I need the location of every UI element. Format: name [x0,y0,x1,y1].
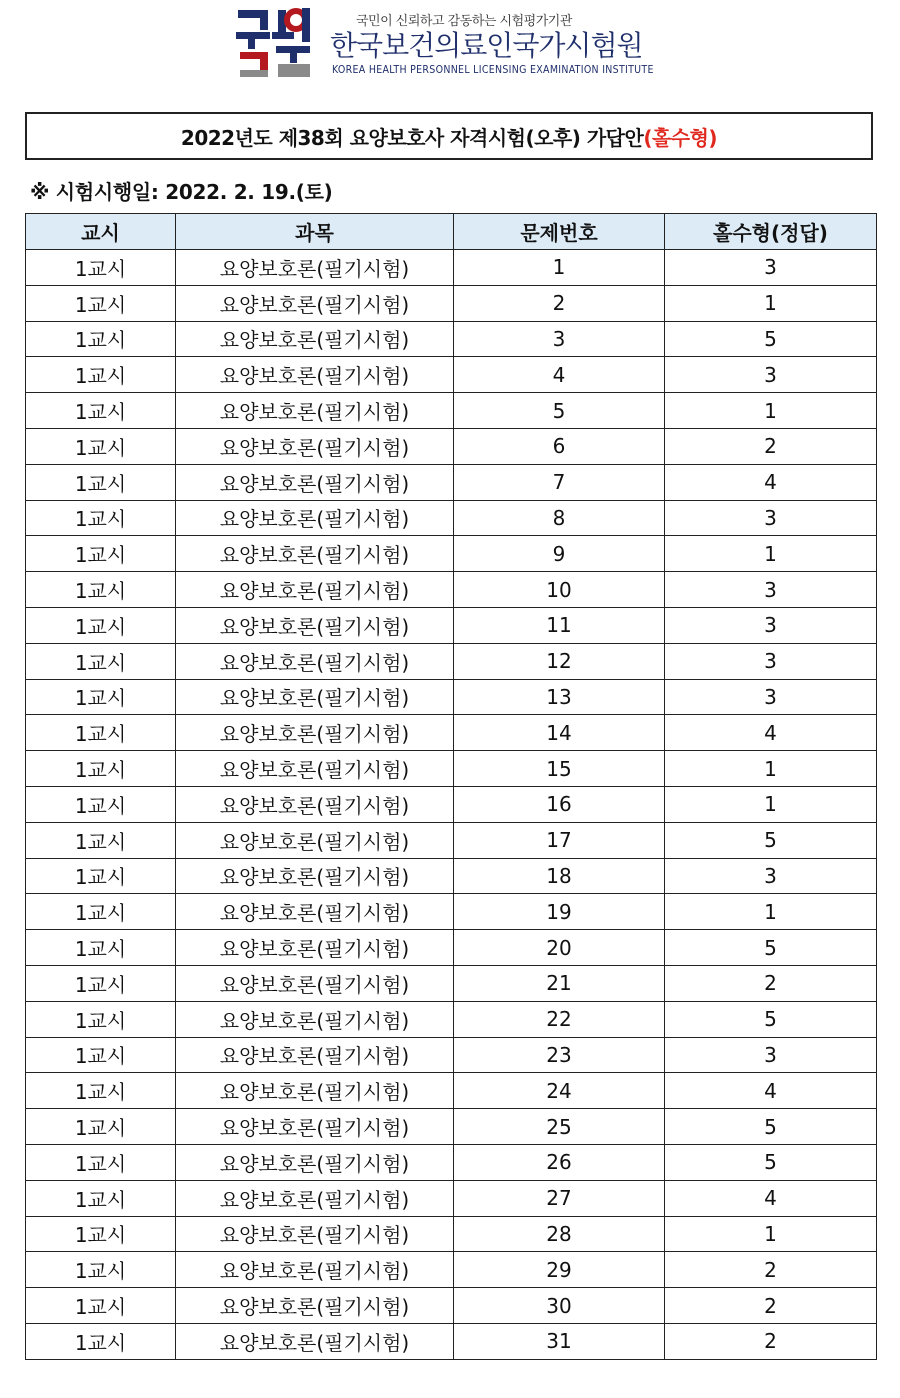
cell-question-number: 20 [454,930,665,966]
cell-question-number: 10 [454,572,665,608]
cell-period: 1교시 [26,894,176,930]
table-row [26,1144,877,1180]
cell-subject: 요양보호론(필기시험) [176,822,454,858]
cell-subject: 요양보호론(필기시험) [176,572,454,608]
table-row [26,285,877,321]
table-row [26,572,877,608]
cell-subject: 요양보호론(필기시험) [176,357,454,393]
cell-period: 1교시 [26,1216,176,1252]
cell-answer: 2 [665,428,877,464]
title-main: 2022년도 제38회 요양보호사 자격시험(오후) 가답안 [180,125,644,150]
cell-answer: 4 [665,1073,877,1109]
cell-answer: 1 [665,894,877,930]
cell-period: 1교시 [26,751,176,787]
cell-subject: 요양보호론(필기시험) [176,643,454,679]
cell-answer: 3 [665,1037,877,1073]
org-name: 한국보건의료인국가시험원 [330,29,643,62]
cell-question-number: 6 [454,428,665,464]
cell-subject: 요양보호론(필기시험) [176,1073,454,1109]
cell-period: 1교시 [26,464,176,500]
cell-subject: 요양보호론(필기시험) [176,1252,454,1288]
cell-subject: 요양보호론(필기시험) [176,607,454,643]
cell-answer: 2 [665,1252,877,1288]
kuksiwon-logo-icon [236,8,312,80]
header-question-number: 문제번호 [454,214,665,250]
table-row [26,607,877,643]
table-row [26,1037,877,1073]
cell-subject: 요양보호론(필기시험) [176,393,454,429]
cell-subject: 요양보호론(필기시험) [176,858,454,894]
cell-period: 1교시 [26,1001,176,1037]
cell-period: 1교시 [26,1073,176,1109]
cell-answer: 5 [665,1001,877,1037]
cell-subject: 요양보호론(필기시험) [176,536,454,572]
cell-question-number: 13 [454,679,665,715]
cell-question-number: 4 [454,357,665,393]
cell-question-number: 2 [454,285,665,321]
cell-answer: 4 [665,1180,877,1216]
cell-period: 1교시 [26,715,176,751]
cell-question-number: 31 [454,1323,665,1359]
cell-period: 1교시 [26,393,176,429]
table-row [26,715,877,751]
exam-date: ※ 시험시행일: 2022. 2. 19.(토) [30,180,333,204]
cell-question-number: 8 [454,500,665,536]
cell-period: 1교시 [26,1037,176,1073]
org-logo [236,8,676,80]
cell-period: 1교시 [26,1288,176,1324]
cell-subject: 요양보호론(필기시험) [176,1180,454,1216]
cell-subject: 요양보호론(필기시험) [176,428,454,464]
cell-answer: 2 [665,1288,877,1324]
cell-period: 1교시 [26,822,176,858]
table-row [26,464,877,500]
cell-answer: 3 [665,679,877,715]
table-row [26,250,877,286]
cell-subject: 요양보호론(필기시험) [176,500,454,536]
cell-question-number: 14 [454,715,665,751]
cell-subject: 요양보호론(필기시험) [176,1144,454,1180]
cell-question-number: 26 [454,1144,665,1180]
cell-answer: 1 [665,751,877,787]
table-row [26,822,877,858]
cell-question-number: 21 [454,965,665,1001]
table-row [26,1001,877,1037]
cell-answer: 5 [665,1109,877,1145]
cell-subject: 요양보호론(필기시험) [176,894,454,930]
table-row [26,643,877,679]
cell-question-number: 12 [454,643,665,679]
cell-subject: 요양보호론(필기시험) [176,464,454,500]
cell-answer: 3 [665,607,877,643]
answer-table [25,213,877,1360]
table-row [26,1288,877,1324]
cell-subject: 요양보호론(필기시험) [176,1288,454,1324]
cell-period: 1교시 [26,1144,176,1180]
cell-subject: 요양보호론(필기시험) [176,930,454,966]
cell-question-number: 24 [454,1073,665,1109]
cell-answer: 1 [665,393,877,429]
cell-period: 1교시 [26,428,176,464]
cell-question-number: 1 [454,250,665,286]
cell-question-number: 5 [454,393,665,429]
cell-answer: 1 [665,536,877,572]
cell-answer: 2 [665,965,877,1001]
table-row [26,786,877,822]
table-row [26,1073,877,1109]
table-header-row [26,214,877,250]
cell-period: 1교시 [26,321,176,357]
table-row [26,1109,877,1145]
cell-period: 1교시 [26,643,176,679]
cell-answer: 4 [665,715,877,751]
cell-question-number: 30 [454,1288,665,1324]
cell-question-number: 28 [454,1216,665,1252]
table-row [26,500,877,536]
cell-answer: 3 [665,858,877,894]
cell-period: 1교시 [26,500,176,536]
cell-question-number: 17 [454,822,665,858]
cell-question-number: 15 [454,751,665,787]
cell-period: 1교시 [26,572,176,608]
cell-period: 1교시 [26,679,176,715]
cell-subject: 요양보호론(필기시험) [176,751,454,787]
cell-period: 1교시 [26,858,176,894]
cell-subject: 요양보호론(필기시험) [176,321,454,357]
cell-subject: 요양보호론(필기시험) [176,285,454,321]
cell-subject: 요양보호론(필기시험) [176,679,454,715]
table-row [26,1252,877,1288]
cell-subject: 요양보호론(필기시험) [176,1216,454,1252]
cell-question-number: 22 [454,1001,665,1037]
cell-question-number: 16 [454,786,665,822]
header-subject: 과목 [176,214,454,250]
header-period: 교시 [26,214,176,250]
answer-rows [26,250,877,1360]
table-row [26,965,877,1001]
cell-question-number: 27 [454,1180,665,1216]
cell-period: 1교시 [26,536,176,572]
cell-period: 1교시 [26,607,176,643]
table-row [26,1323,877,1359]
cell-question-number: 11 [454,607,665,643]
cell-subject: 요양보호론(필기시험) [176,1001,454,1037]
cell-question-number: 23 [454,1037,665,1073]
cell-period: 1교시 [26,965,176,1001]
cell-period: 1교시 [26,285,176,321]
title-type-label: (홀수형) [643,125,718,150]
cell-question-number: 25 [454,1109,665,1145]
cell-period: 1교시 [26,786,176,822]
cell-answer: 5 [665,1144,877,1180]
cell-subject: 요양보호론(필기시험) [176,786,454,822]
org-name-english: KOREA HEALTH PERSONNEL LICENSING EXAMINATION INSTITUTE [332,64,654,76]
cell-answer: 1 [665,786,877,822]
table-row [26,894,877,930]
cell-subject: 요양보호론(필기시험) [176,1037,454,1073]
cell-answer: 5 [665,321,877,357]
table-row [26,393,877,429]
cell-subject: 요양보호론(필기시험) [176,1323,454,1359]
cell-answer: 5 [665,930,877,966]
cell-period: 1교시 [26,930,176,966]
table-row [26,1180,877,1216]
cell-answer: 4 [665,464,877,500]
cell-answer: 1 [665,285,877,321]
cell-question-number: 9 [454,536,665,572]
cell-answer: 3 [665,643,877,679]
cell-subject: 요양보호론(필기시험) [176,715,454,751]
cell-answer: 3 [665,250,877,286]
table-row [26,930,877,966]
table-row [26,357,877,393]
table-row [26,751,877,787]
header-answer: 홀수형(정답) [665,214,877,250]
cell-answer: 3 [665,572,877,608]
org-tagline: 국민이 신뢰하고 감동하는 시험평가기관 [356,14,572,29]
cell-question-number: 7 [454,464,665,500]
table-row [26,679,877,715]
cell-question-number: 29 [454,1252,665,1288]
cell-period: 1교시 [26,250,176,286]
cell-subject: 요양보호론(필기시험) [176,1109,454,1145]
cell-question-number: 3 [454,321,665,357]
table-row [26,536,877,572]
cell-answer: 5 [665,822,877,858]
table-row [26,1216,877,1252]
cell-period: 1교시 [26,1323,176,1359]
cell-answer: 2 [665,1323,877,1359]
cell-answer: 3 [665,500,877,536]
cell-question-number: 18 [454,858,665,894]
table-row [26,858,877,894]
cell-subject: 요양보호론(필기시험) [176,250,454,286]
table-row [26,428,877,464]
cell-period: 1교시 [26,1252,176,1288]
cell-question-number: 19 [454,894,665,930]
table-row [26,321,877,357]
cell-answer: 3 [665,357,877,393]
document-title [25,112,873,160]
cell-answer: 1 [665,1216,877,1252]
cell-period: 1교시 [26,1109,176,1145]
cell-period: 1교시 [26,1180,176,1216]
cell-subject: 요양보호론(필기시험) [176,965,454,1001]
cell-period: 1교시 [26,357,176,393]
